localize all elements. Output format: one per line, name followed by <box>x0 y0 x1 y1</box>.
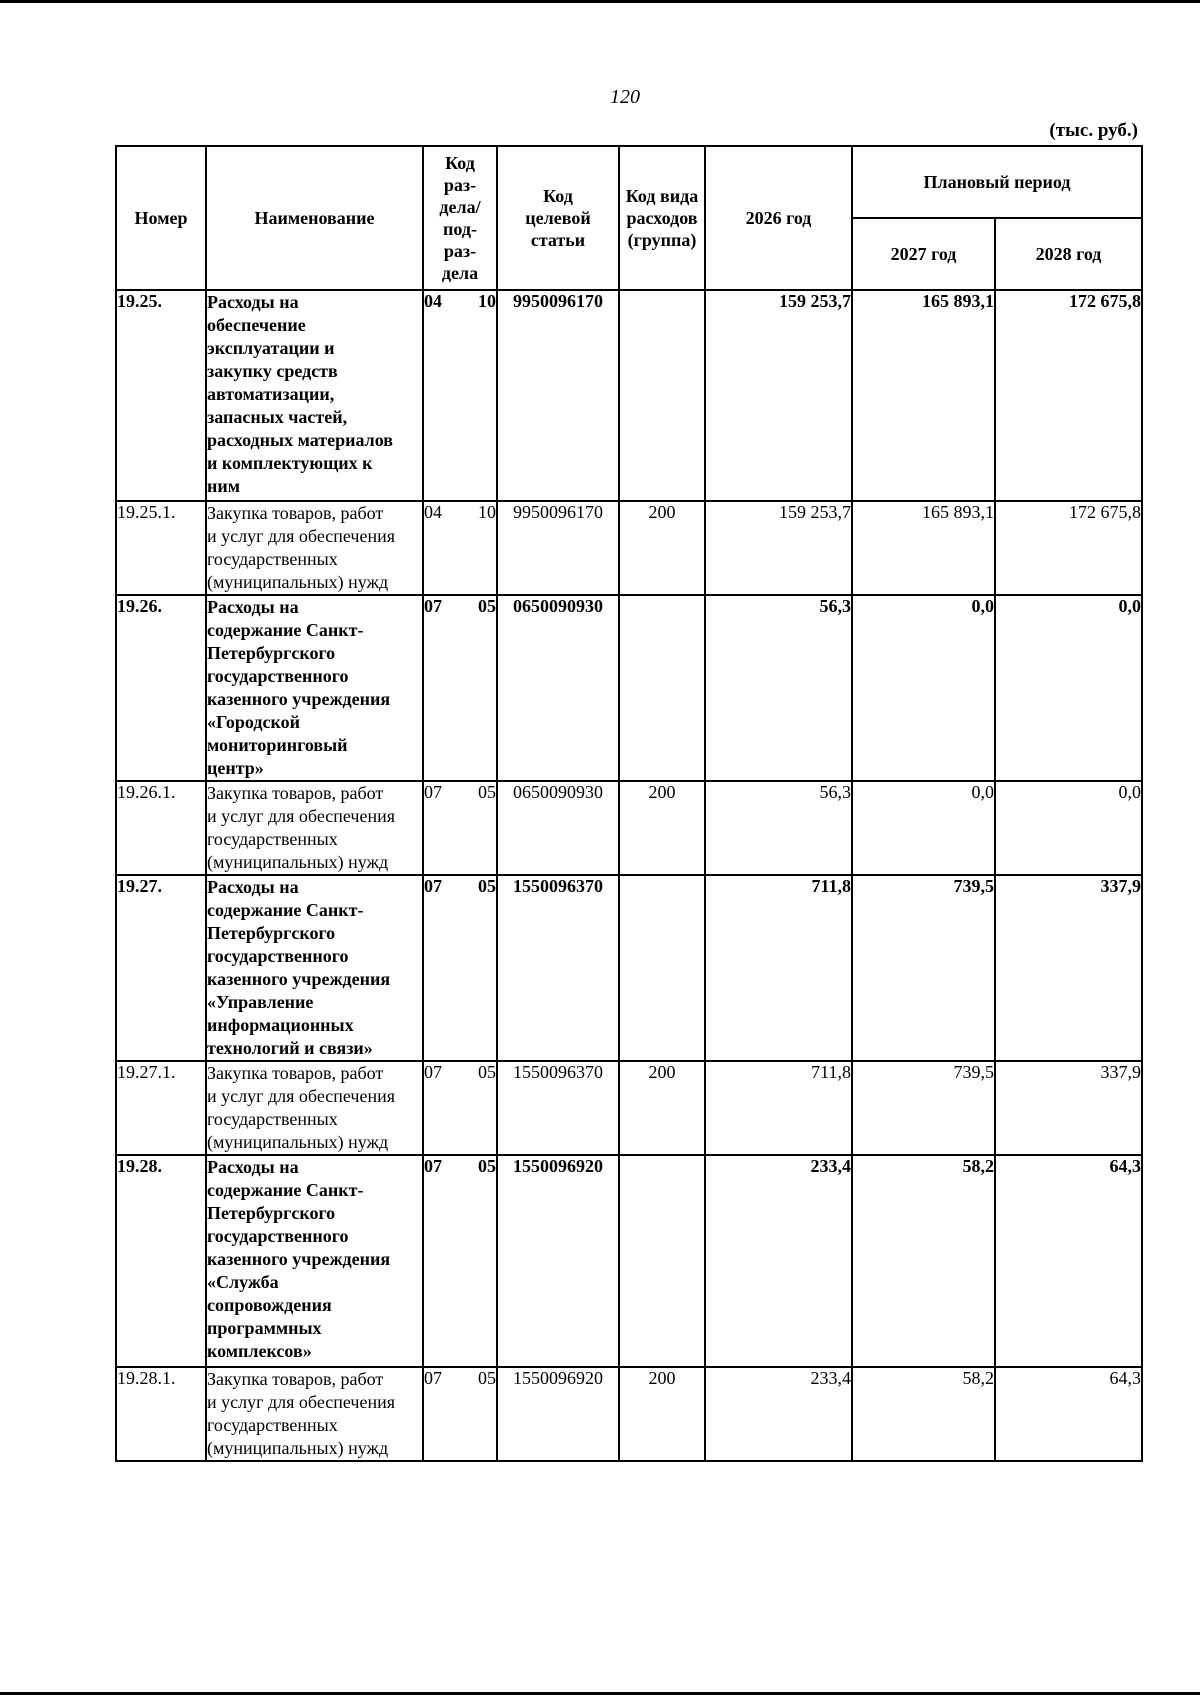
row-value-2027: 58,2 <box>852 1155 995 1367</box>
row-celevaya: 1550096370 <box>497 875 619 1061</box>
row-name-line: «Служба <box>207 1272 279 1292</box>
row-name-line: государственных <box>207 1415 338 1435</box>
header-razdel-line: раз- <box>443 175 477 195</box>
row-celevaya: 1550096920 <box>497 1367 619 1461</box>
row-podrazdel: 10 <box>478 291 496 311</box>
row-podrazdel: 10 <box>478 502 496 522</box>
header-name: Наименование <box>206 146 423 290</box>
row-name-line: Расходы на <box>207 1157 299 1177</box>
header-year-2026: 2026 год <box>705 146 852 290</box>
row-vid: 200 <box>619 781 705 875</box>
row-name-line: государственных <box>207 549 338 569</box>
row-number: 19.25. <box>116 290 206 501</box>
header-vid <box>619 146 705 290</box>
row-podrazdel: 05 <box>478 1062 496 1082</box>
header-celevaya-line: целевой <box>525 208 591 228</box>
row-name-line: запасных частей, <box>207 407 348 427</box>
row-name-line: Петербургского <box>207 923 336 943</box>
table-row <box>116 781 1142 875</box>
row-number: 19.25.1. <box>116 501 206 595</box>
header-vid-line: Код вида <box>625 186 699 206</box>
row-razdel: 07 <box>424 1062 442 1082</box>
header-celevaya <box>497 146 619 290</box>
row-vid: 200 <box>619 1367 705 1461</box>
row-vid <box>619 875 705 1061</box>
row-name-line: Закупка товаров, работ <box>207 1369 384 1389</box>
row-name <box>206 1367 423 1461</box>
header-razdel <box>423 146 497 290</box>
row-razdel-podrazdel <box>423 875 497 1061</box>
row-razdel-podrazdel <box>423 595 497 781</box>
row-number: 19.27. <box>116 875 206 1061</box>
header-number: Номер <box>116 146 206 290</box>
row-name-line: сопровождения <box>207 1295 332 1315</box>
row-name-line: центр» <box>207 758 264 778</box>
row-name-line: комплексов» <box>207 1341 312 1361</box>
row-name-line: закупку средств <box>207 361 338 381</box>
row-number: 19.28. <box>116 1155 206 1367</box>
row-name-line: Закупка товаров, работ <box>207 503 384 523</box>
row-vid: 200 <box>619 501 705 595</box>
row-name-line: (муниципальных) нужд <box>207 1438 389 1458</box>
header-celevaya-line: Код <box>543 186 573 206</box>
row-razdel-podrazdel <box>423 501 497 595</box>
row-value-2028: 0,0 <box>995 595 1142 781</box>
row-name-line: Петербургского <box>207 1203 336 1223</box>
row-name-line: государственных <box>207 829 338 849</box>
row-name-line: мониторинговый <box>207 735 348 755</box>
row-value-2028: 64,3 <box>995 1367 1142 1461</box>
row-podrazdel: 05 <box>478 1156 496 1176</box>
row-value-2028: 337,9 <box>995 1061 1142 1155</box>
row-razdel-podrazdel <box>423 781 497 875</box>
table-row <box>116 290 1142 501</box>
row-celevaya: 9950096170 <box>497 501 619 595</box>
table-row <box>116 1367 1142 1461</box>
row-name-line: государственного <box>207 1226 349 1246</box>
row-name-line: «Управление <box>207 992 314 1012</box>
row-name-line: информационных <box>207 1015 354 1035</box>
row-razdel: 07 <box>424 1368 442 1388</box>
header-razdel-line: дела/ <box>439 197 481 217</box>
table-row <box>116 875 1142 1061</box>
row-number: 19.27.1. <box>116 1061 206 1155</box>
row-name-line: Расходы на <box>207 597 299 617</box>
header-celevaya-line: статьи <box>530 230 586 250</box>
row-name-line: Расходы на <box>207 292 299 312</box>
row-value-2026: 711,8 <box>705 875 852 1061</box>
row-podrazdel: 05 <box>478 596 496 616</box>
row-name-line: автоматизации, <box>207 384 335 404</box>
row-value-2027: 0,0 <box>852 781 995 875</box>
row-razdel: 04 <box>424 502 442 522</box>
row-name-line: (муниципальных) нужд <box>207 1132 389 1152</box>
row-podrazdel: 05 <box>478 782 496 802</box>
row-razdel-podrazdel <box>423 290 497 501</box>
row-value-2028: 64,3 <box>995 1155 1142 1367</box>
header-planned-period: Плановый период <box>852 146 1142 218</box>
table-row <box>116 1155 1142 1367</box>
row-name-line: государственного <box>207 666 349 686</box>
row-podrazdel: 05 <box>478 876 496 896</box>
row-name-line: содержание Санкт- <box>207 900 364 920</box>
row-name-line: казенного учреждения <box>207 1249 391 1269</box>
row-name-line: обеспечение <box>207 315 306 335</box>
row-name-line: и услуг для обеспечения <box>207 806 396 826</box>
row-value-2027: 165 893,1 <box>852 501 995 595</box>
header-razdel-line: под- <box>443 219 477 239</box>
row-name <box>206 501 423 595</box>
row-celevaya: 0650090930 <box>497 595 619 781</box>
row-name-line: Закупка товаров, работ <box>207 783 384 803</box>
header-vid-line: расходов <box>626 208 698 228</box>
row-vid <box>619 595 705 781</box>
row-name-line: Закупка товаров, работ <box>207 1063 384 1083</box>
row-razdel: 04 <box>424 291 442 311</box>
row-name <box>206 1155 423 1367</box>
row-name-line: содержание Санкт- <box>207 620 364 640</box>
row-name-line: и услуг для обеспечения <box>207 1086 396 1106</box>
row-name-line: казенного учреждения <box>207 969 391 989</box>
row-number: 19.26. <box>116 595 206 781</box>
budget-table <box>115 145 1143 1462</box>
table-body <box>116 290 1142 1461</box>
row-name-line: программных <box>207 1318 322 1338</box>
row-celevaya: 1550096370 <box>497 1061 619 1155</box>
row-razdel-podrazdel <box>423 1367 497 1461</box>
table-row <box>116 1061 1142 1155</box>
row-value-2027: 58,2 <box>852 1367 995 1461</box>
row-vid <box>619 290 705 501</box>
row-value-2026: 233,4 <box>705 1155 852 1367</box>
row-name-line: и услуг для обеспечения <box>207 1392 396 1412</box>
row-vid <box>619 1155 705 1367</box>
row-value-2027: 739,5 <box>852 1061 995 1155</box>
row-name-line: казенного учреждения <box>207 689 391 709</box>
table-row <box>116 501 1142 595</box>
row-razdel: 07 <box>424 1156 442 1176</box>
row-name <box>206 290 423 501</box>
row-name-line: и услуг для обеспечения <box>207 526 396 546</box>
row-name-line: (муниципальных) нужд <box>207 572 389 592</box>
row-value-2028: 337,9 <box>995 875 1142 1061</box>
row-name-line: «Городской <box>207 712 300 732</box>
row-razdel-podrazdel <box>423 1061 497 1155</box>
header-razdel-line: Код <box>445 153 475 173</box>
header-year-2028: 2028 год <box>995 218 1142 290</box>
page-top-border <box>0 0 1200 3</box>
units-label: (тыс. руб.) <box>1049 120 1138 141</box>
table-header <box>116 146 1142 290</box>
row-value-2027: 0,0 <box>852 595 995 781</box>
row-name-line: государственных <box>207 1109 338 1129</box>
header-year-2027: 2027 год <box>852 218 995 290</box>
row-celevaya: 0650090930 <box>497 781 619 875</box>
row-name-line: технологий и связи» <box>207 1038 373 1058</box>
row-name-line: Расходы на <box>207 877 299 897</box>
row-name-line: государственного <box>207 946 349 966</box>
row-razdel: 07 <box>424 782 442 802</box>
row-name <box>206 1061 423 1155</box>
row-value-2026: 233,4 <box>705 1367 852 1461</box>
row-value-2026: 711,8 <box>705 1061 852 1155</box>
row-number: 19.26.1. <box>116 781 206 875</box>
row-razdel: 07 <box>424 596 442 616</box>
row-value-2028: 172 675,8 <box>995 290 1142 501</box>
header-razdel-line: раз- <box>443 241 477 261</box>
row-value-2026: 56,3 <box>705 595 852 781</box>
row-name-line: (муниципальных) нужд <box>207 852 389 872</box>
row-name-line: ним <box>207 476 241 496</box>
page-number: 120 <box>610 86 640 108</box>
row-value-2026: 56,3 <box>705 781 852 875</box>
row-value-2027: 739,5 <box>852 875 995 1061</box>
row-name <box>206 595 423 781</box>
row-name-line: содержание Санкт- <box>207 1180 364 1200</box>
row-name-line: расходных материалов <box>207 430 394 450</box>
row-celevaya: 1550096920 <box>497 1155 619 1367</box>
header-vid-line: (группа) <box>627 230 697 250</box>
row-value-2028: 172 675,8 <box>995 501 1142 595</box>
row-name-line: эксплуатации и <box>207 338 335 358</box>
row-podrazdel: 05 <box>478 1368 496 1388</box>
row-celevaya: 9950096170 <box>497 290 619 501</box>
row-value-2028: 0,0 <box>995 781 1142 875</box>
row-vid: 200 <box>619 1061 705 1155</box>
row-razdel: 07 <box>424 876 442 896</box>
table-row <box>116 595 1142 781</box>
row-name <box>206 875 423 1061</box>
row-value-2027: 165 893,1 <box>852 290 995 501</box>
row-value-2026: 159 253,7 <box>705 290 852 501</box>
header-razdel-line: дела <box>441 263 479 283</box>
row-value-2026: 159 253,7 <box>705 501 852 595</box>
row-razdel-podrazdel <box>423 1155 497 1367</box>
row-number: 19.28.1. <box>116 1367 206 1461</box>
row-name <box>206 781 423 875</box>
row-name-line: Петербургского <box>207 643 336 663</box>
row-name-line: и комплектующих к <box>207 453 373 473</box>
